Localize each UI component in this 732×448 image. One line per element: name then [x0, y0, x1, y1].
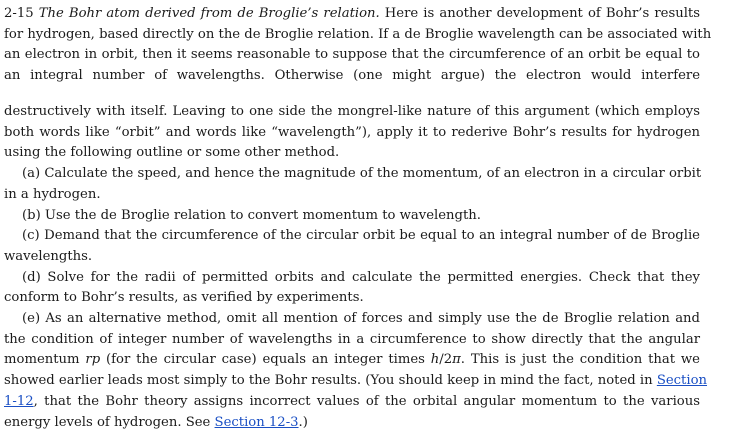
pi-symbol: π	[452, 352, 461, 368]
part-d: (d) Solve for the radii of permitted orbits and calculate the permitted energies. Check that they	[22, 269, 700, 285]
text-fragment: showed earlier leads most simply to the Bohr results. (You should keep in mind the fact, noted in	[4, 373, 657, 389]
text-fragment: .)	[298, 414, 308, 430]
problem-text: an integral number of wavelengths. Otherwise (one might argue) the electron would interfere	[4, 68, 700, 84]
problem-text: both words like “orbit” and words like “wavelength”), apply it to rederive Bohr’s results for hydrogen	[4, 124, 700, 140]
part-e-momentum-line	[4, 350, 700, 371]
section-12-3-link[interactable]: Section 12-3	[214, 414, 299, 430]
problem-continuation	[4, 102, 708, 433]
text-fragment: , that the Bohr theory assigns incorrect values of the orbital angular momentum to the various	[33, 393, 700, 409]
part-e-continued: the condition of integer number of wavelengths in a circumference to show directly that the angular	[4, 331, 700, 347]
part-a: (a) Calculate the speed, and hence the magnitude of the momentum, of an electron in a circular orbit	[22, 166, 702, 182]
problem-number: 2-15	[4, 6, 34, 21]
section-1-12-link-continued[interactable]: 1-12	[4, 393, 34, 409]
part-e-final-line	[4, 413, 700, 434]
problem-text: for hydrogen, based directly on the de Broglie relation. If a de Broglie wavelength can be associated with	[4, 26, 712, 42]
problem-intro	[4, 4, 712, 87]
part-e-reference-line	[4, 371, 708, 392]
problem-text: Here is another development of Bohr’s results	[379, 6, 700, 21]
text-fragment: . This is just the condition that we	[460, 352, 700, 368]
section-1-12-link[interactable]: Section	[656, 373, 708, 389]
text-fragment: /2	[439, 352, 453, 368]
part-d-continued: conform to Bohr’s results, as verified by experiments.	[4, 290, 364, 306]
problem-text: destructively with itself. Leaving to one side the mongrel-like nature of this argument (which employs	[4, 104, 700, 119]
part-b: (b) Use the de Broglie relation to convert momentum to wavelength.	[22, 207, 481, 223]
text-fragment: energy levels of hydrogen. See	[4, 414, 215, 430]
text-fragment: momentum	[4, 352, 86, 368]
problem-text: using the following outline or some other method.	[4, 145, 340, 161]
planck-variable: h	[430, 352, 440, 368]
part-c-continued: wavelengths.	[4, 248, 93, 264]
part-a-continued: in a hydrogen.	[4, 186, 101, 202]
momentum-variable: rp	[85, 352, 101, 368]
problem-header-line	[4, 4, 700, 25]
part-c: (c) Demand that the circumference of the circular orbit be equal to an integral number of de Broglie	[22, 228, 700, 244]
part-e: (e) As an alternative method, omit all mention of forces and simply use the de Broglie relation and	[22, 311, 700, 327]
problem-text: an electron in orbit, then it seems reasonable to suppose that the circumference of an orbit be equal to	[4, 47, 700, 63]
part-e-reference-line-2	[4, 392, 700, 413]
problem-title: The Bohr atom derived from de Broglie’s relation.	[38, 6, 380, 21]
text-fragment: (for the circular case) equals an integer times	[100, 352, 431, 368]
